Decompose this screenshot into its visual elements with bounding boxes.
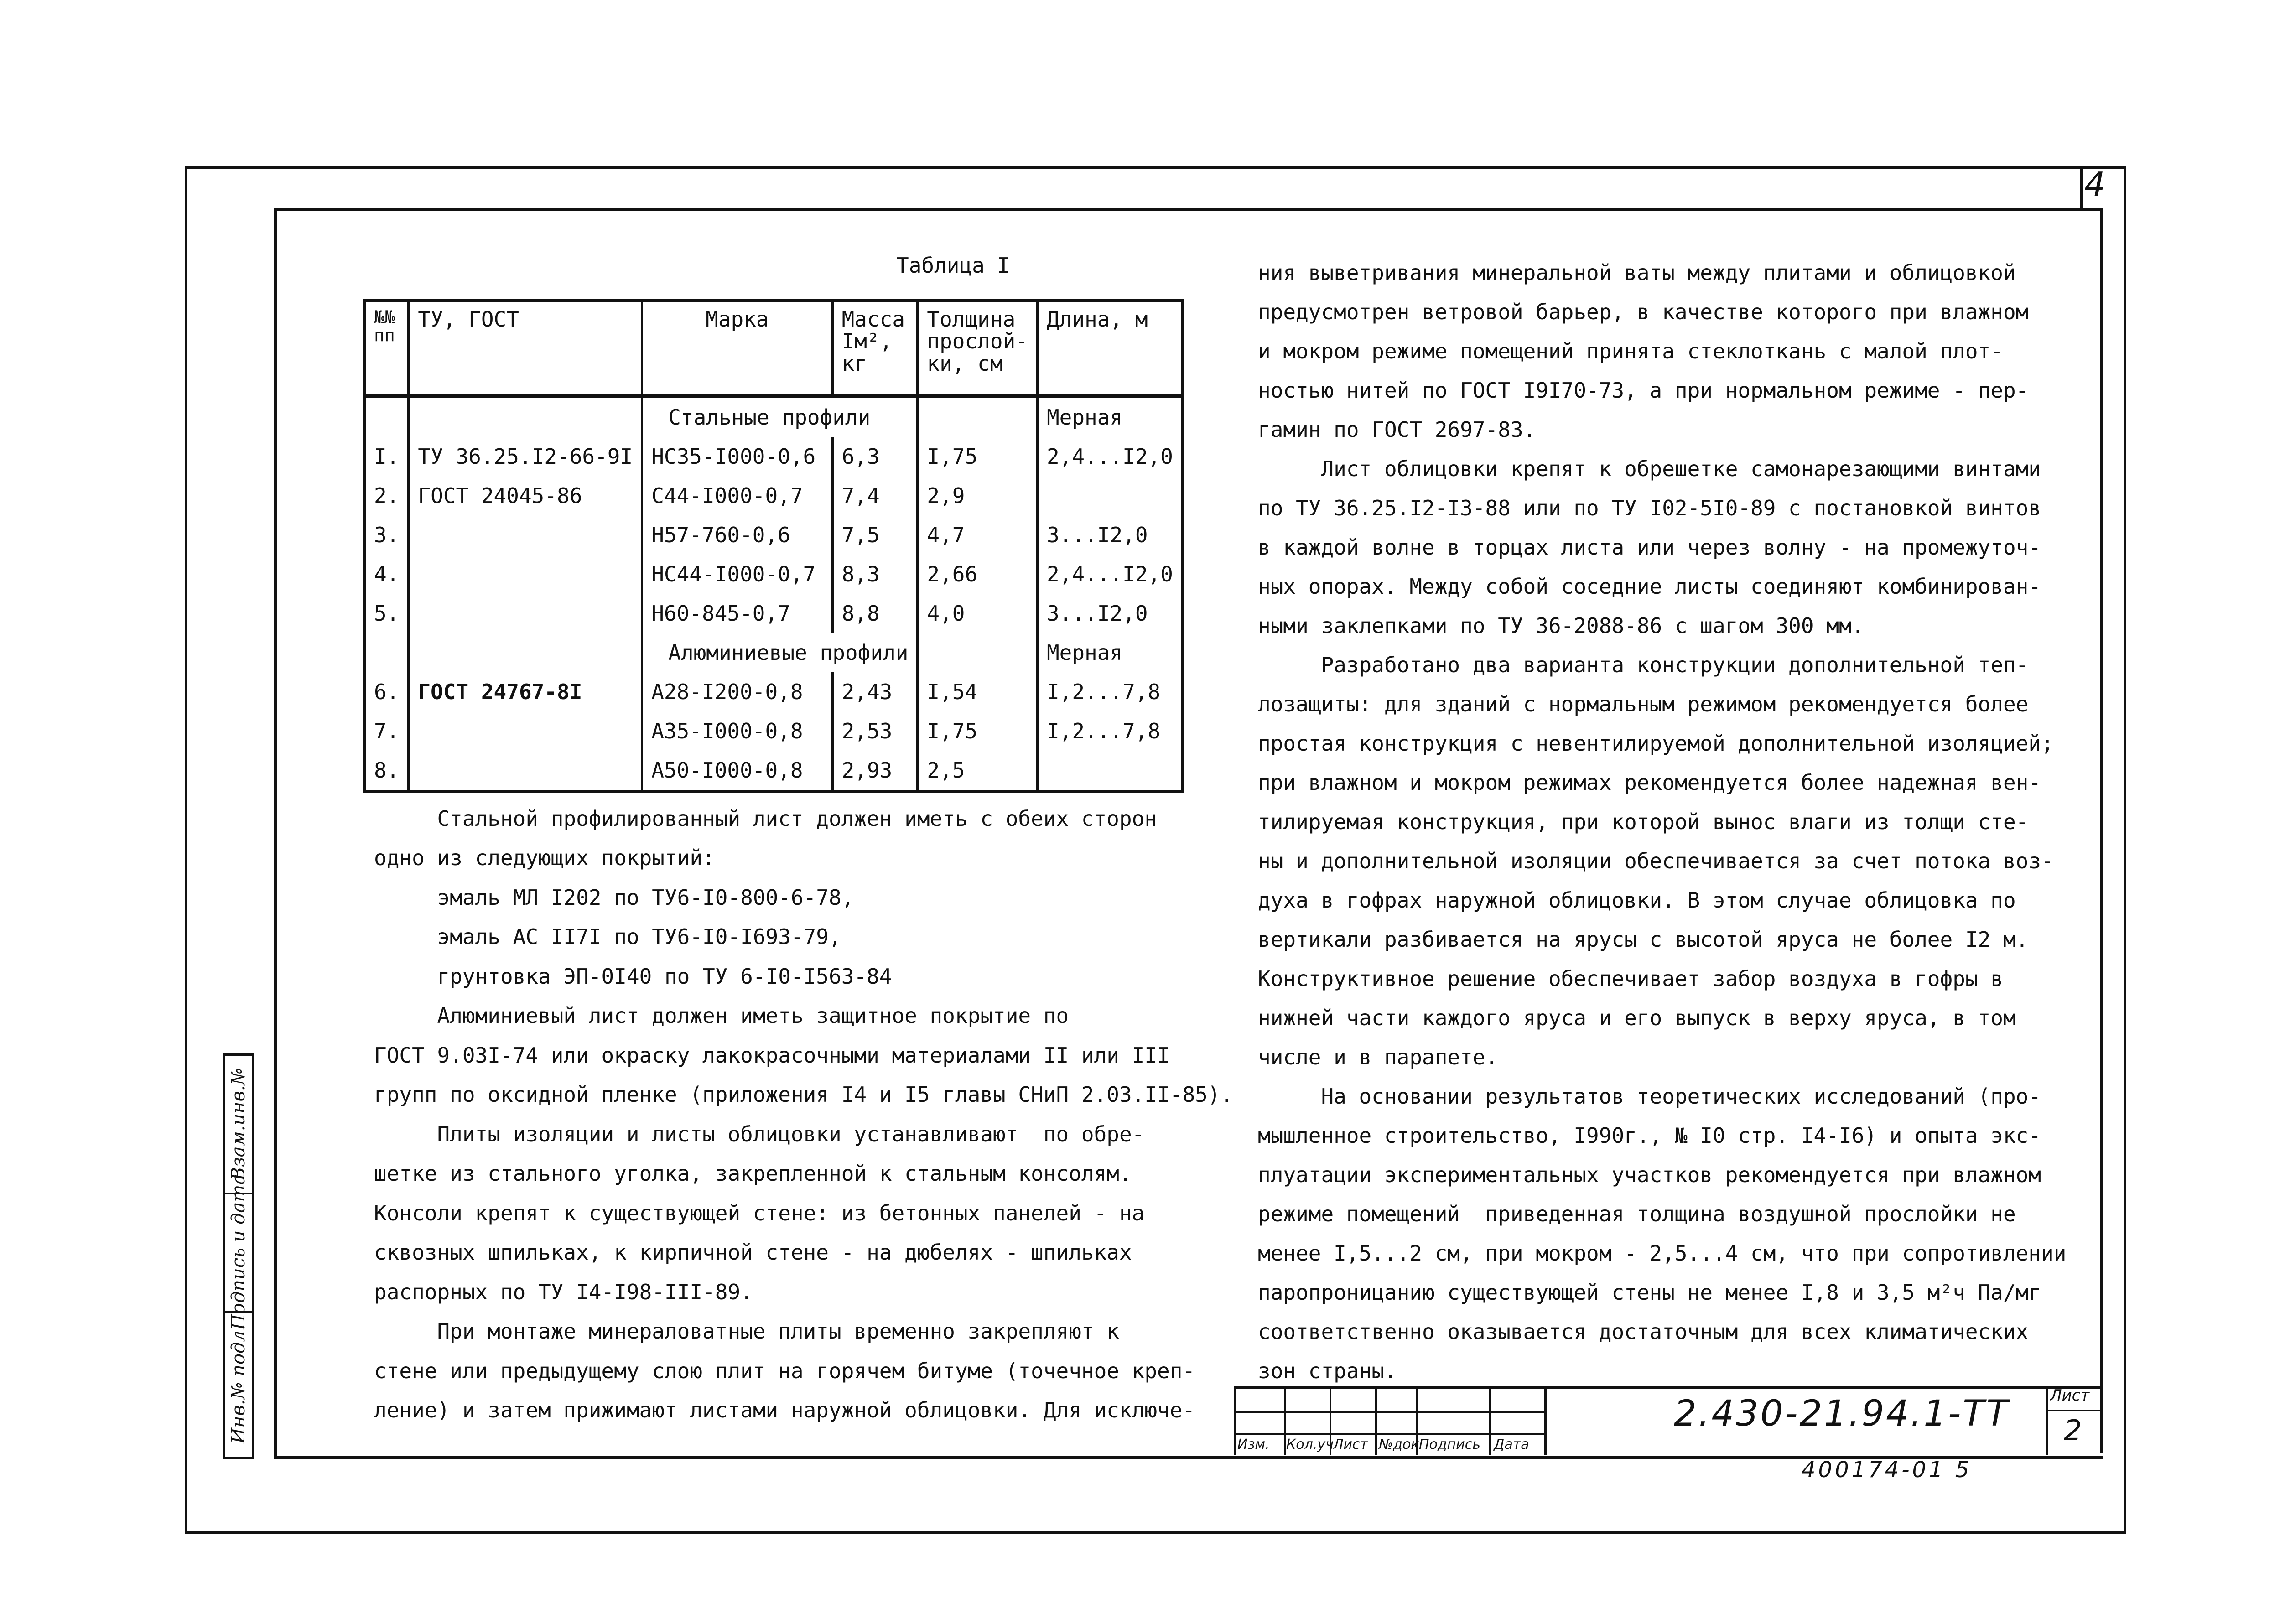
left-paragraph-line: ление) и затем прижимают листами наружной облицовки. Для исключе- bbox=[374, 1398, 1195, 1422]
left-paragraph-line: ГОСТ 9.03I-74 или окраску лакокрасочными материалами II или III bbox=[374, 1043, 1170, 1068]
side-stamp bbox=[223, 1053, 254, 1459]
left-paragraph-line: одно из следующих покрытий: bbox=[374, 846, 715, 870]
right-paragraph-line: простая конструкция с невентилируемой дополнительной изоляцией; bbox=[1258, 731, 2054, 756]
left-paragraph-line: Алюминиевый лист должен иметь защитное покрытие по bbox=[374, 1003, 1069, 1028]
cell-no: I. bbox=[374, 444, 400, 469]
cell-no: 3. bbox=[374, 523, 400, 547]
profiles-table bbox=[363, 299, 1184, 793]
caption-signature: Подпись bbox=[1419, 1437, 1480, 1453]
table-row bbox=[364, 555, 1183, 594]
left-paragraph-line: стене или предыдущему слою плит на горячем битуме (точечное креп- bbox=[374, 1359, 1195, 1383]
left-paragraph-line: сквозных шпильках, к кирпичной стене - на дюбелях - шпильках bbox=[374, 1240, 1132, 1265]
sheet-number: 4 bbox=[2084, 165, 2105, 203]
right-paragraph-line: предусмотрен ветровой барьер, в качестве которого при влажном bbox=[1258, 300, 2029, 324]
right-paragraph-line: нижней части каждого яруса и его выпуск в верху яруса, в том bbox=[1258, 1006, 2016, 1030]
cell-mass: 2,53 bbox=[832, 711, 918, 751]
right-paragraph-line: ния выветривания минеральной ваты между плитами и облицовкой bbox=[1258, 260, 2016, 285]
cell-mark: С44-I000-0,7 bbox=[642, 476, 832, 515]
cell-no: 4. bbox=[374, 562, 400, 586]
side-stamp-signature: Подпись и дата bbox=[228, 1173, 249, 1330]
cell-mark: А35-I000-0,8 bbox=[642, 711, 832, 751]
cell-thickness: 2,66 bbox=[918, 555, 1038, 594]
cell-mass: 7,4 bbox=[832, 476, 918, 515]
cell-thickness: I,54 bbox=[918, 672, 1038, 711]
left-paragraph-line: шетке из стального уголка, закрепленной к стальным консолям. bbox=[374, 1161, 1132, 1186]
cell-mark: НС35-I000-0,6 bbox=[642, 437, 832, 476]
table-caption: Таблица I bbox=[896, 253, 1010, 278]
document-number: 2.430-21.94.1-ТТ bbox=[1674, 1393, 2010, 1434]
header-number: №№ пп bbox=[364, 301, 409, 396]
right-paragraph-line: ными заклепками по ТУ 36-2088-86 с шагом 300 мм. bbox=[1258, 613, 1865, 638]
left-paragraph-line: Плиты изоляции и листы облицовки устанавливают по обре- bbox=[374, 1122, 1145, 1147]
cell-mass: 6,3 bbox=[832, 437, 918, 476]
cell-thickness: 4,7 bbox=[918, 515, 1038, 555]
right-paragraph-line: и мокром режиме помещений принята стеклоткань с малой плот- bbox=[1258, 339, 2003, 363]
right-paragraph-line: лозащиты: для зданий с нормальным режимом рекомендуется более bbox=[1258, 692, 2029, 716]
caption-change: Изм. bbox=[1237, 1437, 1270, 1453]
cell-no: 8. bbox=[374, 758, 400, 783]
cell-length: 3...I2,0 bbox=[1037, 594, 1183, 633]
right-paragraph-line: Разработано два варианта конструкции дополнительной теп- bbox=[1258, 653, 2029, 677]
cell-length: I,2...7,8 bbox=[1037, 672, 1183, 711]
group-alu-label: Алюминиевые профили bbox=[642, 633, 918, 672]
cell-length bbox=[1037, 751, 1183, 792]
right-paragraph-line: паропроницанию существующей стены не менее I,8 и 3,5 м²ч Па/мг bbox=[1258, 1280, 2041, 1305]
right-paragraph-line: мышленное строительство, I990г., № I0 стр. I4-I6) и опыта экс- bbox=[1258, 1123, 2041, 1148]
cell-mark: А50-I000-0,8 bbox=[642, 751, 832, 792]
right-paragraph-line: в каждой волне в торцах листа или через волну - на промежуточ- bbox=[1258, 535, 2041, 560]
right-paragraph-line: соответственно оказывается достаточным для всех климатических bbox=[1258, 1319, 2029, 1344]
inventory-number: 400174-01 5 bbox=[1802, 1457, 1972, 1483]
sheet-label: Лист bbox=[2050, 1386, 2090, 1405]
right-paragraph-line: зон страны. bbox=[1258, 1359, 1397, 1383]
cell-tu: ГОСТ 24767-8I bbox=[409, 672, 642, 711]
cell-no: 6. bbox=[374, 680, 400, 704]
right-paragraph-line: ностью нитей по ГОСТ I9I70-73, а при нормальном режиме - пер- bbox=[1258, 378, 2029, 403]
right-paragraph-line: ных опорах. Между собой соседние листы соединяют комбинирован- bbox=[1258, 574, 2041, 599]
header-mass: Масса Iм², кг bbox=[832, 301, 918, 396]
cell-tu bbox=[409, 515, 642, 555]
right-paragraph-line: числе и в парапете. bbox=[1258, 1045, 1498, 1069]
cell-mass: 8,8 bbox=[832, 594, 918, 633]
cell-tu bbox=[409, 555, 642, 594]
cell-length: 3...I2,0 bbox=[1037, 515, 1183, 555]
table-row bbox=[364, 515, 1183, 555]
right-paragraph-line: вертикали разбивается на ярусы с высотой яруса не более I2 м. bbox=[1258, 927, 2029, 952]
cell-no: 5. bbox=[374, 601, 400, 626]
cell-length: 2,4...I2,0 bbox=[1037, 555, 1183, 594]
cell-no: 2. bbox=[374, 483, 400, 508]
cell-mass: 2,93 bbox=[832, 751, 918, 792]
cell-mark: НС44-I000-0,7 bbox=[642, 555, 832, 594]
right-paragraph-line: Конструктивное решение обеспечивает забор воздуха в гофры в bbox=[1258, 966, 2003, 991]
left-paragraph-line: грунтовка ЭП-0I40 по ТУ 6-I0-I563-84 bbox=[374, 964, 892, 989]
side-stamp-inventory: Инв.№ подл. bbox=[228, 1324, 249, 1444]
header-thickness: Толщина прослой-ки, см bbox=[918, 301, 1038, 396]
right-paragraph-line: при влажном и мокром режимах рекомендуется более надежная вен- bbox=[1258, 770, 2041, 795]
table-row bbox=[364, 437, 1183, 476]
cell-tu: ТУ 36.25.I2-66-9I bbox=[409, 437, 642, 476]
right-paragraph-line: по ТУ 36.25.I2-I3-88 или по ТУ I02-5I0-89 с постановкой винтов bbox=[1258, 496, 2041, 520]
left-paragraph-line: распорных по ТУ I4-I98-III-89. bbox=[374, 1280, 753, 1304]
cell-tu bbox=[409, 711, 642, 751]
cell-mark: Н60-845-0,7 bbox=[642, 594, 832, 633]
table-row bbox=[364, 476, 1183, 515]
table-row bbox=[364, 594, 1183, 633]
cell-mark: А28-I200-0,8 bbox=[642, 672, 832, 711]
inner-frame-right-edge bbox=[2100, 208, 2103, 1453]
right-paragraph-line: режиме помещений приведенная толщина воздушной прослойки не bbox=[1258, 1202, 2016, 1226]
right-paragraph-line: менее I,5...2 см, при мокром - 2,5...4 см, что при сопротивлении bbox=[1258, 1241, 2067, 1266]
cell-thickness: 2,5 bbox=[918, 751, 1038, 792]
cell-thickness: I,75 bbox=[918, 437, 1038, 476]
cell-mass: 7,5 bbox=[832, 515, 918, 555]
cell-mass: 2,43 bbox=[832, 672, 918, 711]
table-row bbox=[364, 751, 1183, 792]
left-paragraph-line: эмаль МЛ I202 по ТУ6-I0-800-6-78, bbox=[374, 885, 854, 910]
right-paragraph-line: плуатации экспериментальных участков рекомендуется при влажном bbox=[1258, 1162, 2041, 1187]
left-paragraph-line: эмаль АС II7I по ТУ6-I0-I693-79, bbox=[374, 924, 841, 949]
right-paragraph-line: На основании результатов теоретических исследований (про- bbox=[1258, 1084, 2041, 1109]
cell-tu bbox=[409, 751, 642, 792]
cell-length: I,2...7,8 bbox=[1037, 711, 1183, 751]
cell-tu bbox=[409, 594, 642, 633]
group-steel-label: Стальные профили bbox=[642, 396, 918, 437]
caption-count: Кол.уч bbox=[1286, 1437, 1334, 1453]
cell-no: 7. bbox=[374, 719, 400, 743]
right-paragraph-line: духа в гофрах наружной облицовки. В этом случае облицовка по bbox=[1258, 888, 2016, 913]
sheet-value: 2 bbox=[2064, 1414, 2082, 1447]
cell-tu: ГОСТ 24045-86 bbox=[409, 476, 642, 515]
table-group-row bbox=[364, 396, 1183, 437]
table-row bbox=[364, 711, 1183, 751]
cell-thickness: I,75 bbox=[918, 711, 1038, 751]
cell-thickness: 2,9 bbox=[918, 476, 1038, 515]
right-paragraph-line: ны и дополнительной изоляции обеспечивается за счет потока воз- bbox=[1258, 849, 2054, 873]
left-paragraph-line: При монтаже минераловатные плиты временно закрепляют к bbox=[374, 1319, 1119, 1344]
cell-mark: Н57-760-0,6 bbox=[642, 515, 832, 555]
cell-length: 2,4...I2,0 bbox=[1037, 437, 1183, 476]
title-block-rule bbox=[1234, 1433, 1544, 1435]
cell-length bbox=[1037, 476, 1183, 515]
group-steel-length: Мерная bbox=[1037, 396, 1183, 437]
table-group-row bbox=[364, 633, 1183, 672]
side-stamp-replacement: Взам.инв.№ bbox=[228, 1068, 249, 1181]
header-tu-gost: ТУ, ГОСТ bbox=[409, 301, 642, 396]
right-paragraph-line: Лист облицовки крепят к обрешетке самонарезающими винтами bbox=[1258, 457, 2041, 481]
cell-thickness: 4,0 bbox=[918, 594, 1038, 633]
right-paragraph-line: тилируемая конструкция, при которой вынос влаги из толщи сте- bbox=[1258, 809, 2029, 834]
left-paragraph-line: Стальной профилированный лист должен иметь с обеих сторон bbox=[374, 806, 1158, 831]
title-block-rule bbox=[1234, 1411, 1544, 1413]
left-paragraph-line: Консоли крепят к существующей стене: из бетонных панелей - на bbox=[374, 1201, 1145, 1225]
cell-mass: 8,3 bbox=[832, 555, 918, 594]
group-alu-length: Мерная bbox=[1037, 633, 1183, 672]
caption-sheet: Лист bbox=[1333, 1437, 1368, 1453]
caption-doc: №док bbox=[1379, 1437, 1419, 1453]
right-paragraph-line: гамин по ГОСТ 2697-83. bbox=[1258, 417, 1536, 442]
caption-date: Дата bbox=[1494, 1437, 1529, 1453]
header-mark: Марка bbox=[642, 301, 832, 396]
header-length: Длина, м bbox=[1037, 301, 1183, 396]
left-paragraph-line: групп по оксидной пленке (приложения I4 и I5 главы СНиП 2.03.II-85). bbox=[374, 1082, 1233, 1107]
table-row bbox=[364, 672, 1183, 711]
